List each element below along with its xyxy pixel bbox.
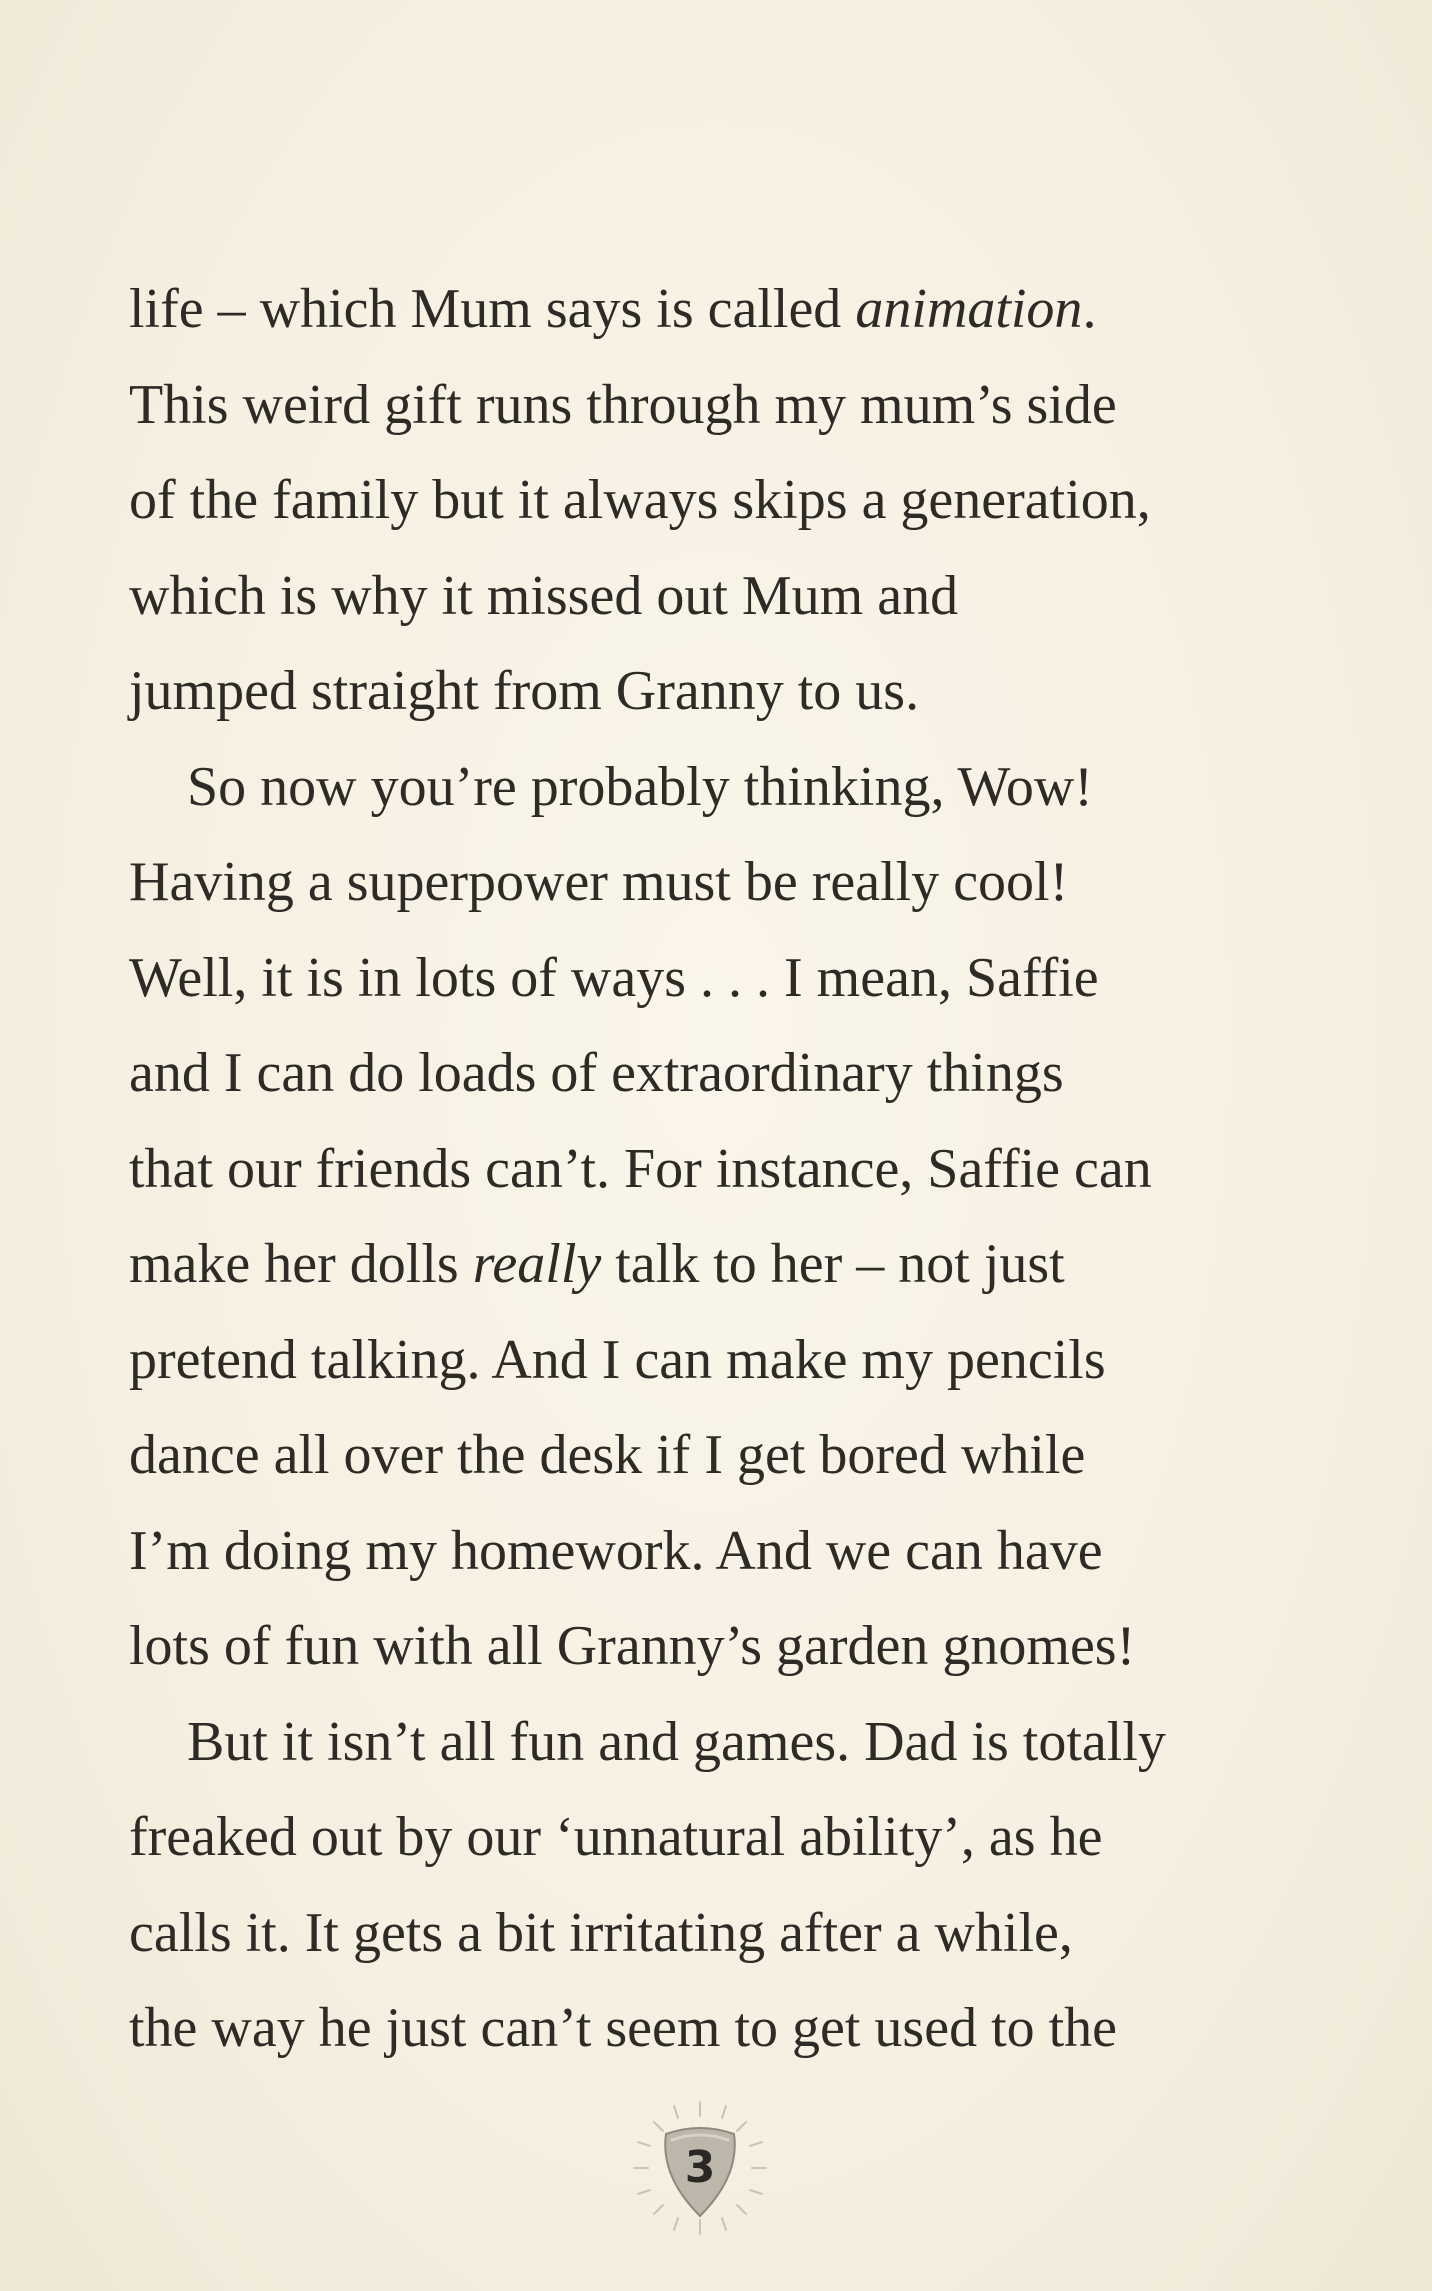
italic-word: animation [855,278,1083,340]
text-line: of the family but it always skips a generation, [129,469,1151,531]
text-line: I’m doing my homework. And we can have [129,1519,1103,1582]
text-line: lots of fun with all Granny’s garden gnomes! [129,1615,1136,1677]
page-number-badge [632,2100,768,2236]
paragraph-start-line: So now you’re probably thinking, Wow! [187,755,1093,818]
text-line: that our friends can’t. For instance, Saffie can [129,1137,1152,1200]
text-line: dance all over the desk if I get bored while [129,1424,1086,1486]
text-line: the way he just can’t seem to get used to the [129,1997,1118,2059]
text-line: Having a superpower must be really cool! [129,851,1069,913]
paragraph-start-line: But it isn’t all fun and games. Dad is totally [187,1710,1166,1773]
text-line: make her dolls really talk to her – not just [129,1233,1065,1295]
text-line: Well, it is in lots of ways . . . I mean, Saffie [129,946,1099,1009]
body-text [129,262,1309,2077]
text-line: life – which Mum says is called animation. [129,278,1097,340]
text-line: pretend talking. And I can make my pencils [129,1328,1106,1391]
text-line: jumped straight from Granny to us. [129,660,920,722]
text-line: and I can do loads of extraordinary things [129,1042,1064,1104]
text-line: calls it. It gets a bit irritating after a while, [129,1901,1073,1964]
text-line: which is why it missed out Mum and [129,564,959,627]
text-line: freaked out by our ‘unnatural ability’, as he [129,1806,1103,1868]
text-line: This weird gift runs through my mum’s side [129,373,1117,436]
page-number: 3 [684,2142,716,2193]
italic-word: really [472,1233,602,1295]
